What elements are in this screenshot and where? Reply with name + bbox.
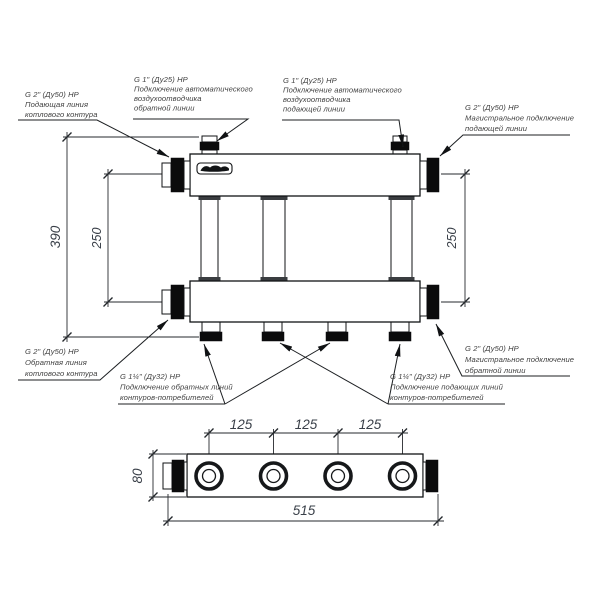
label-line: котлового контура <box>25 369 98 378</box>
port-circle-3 <box>325 463 351 489</box>
leader-boiler-supply <box>18 120 169 157</box>
riser-pipe-1 <box>201 196 218 281</box>
main-return-fitting <box>420 285 439 319</box>
label-spec: G 2" (Ду50) НР <box>25 347 79 356</box>
label-line: Обратная линия <box>25 358 87 367</box>
leader-consumer-supply-1 <box>280 343 388 404</box>
label-line: обратной линии <box>465 366 526 375</box>
brand-logo-badge <box>197 163 232 174</box>
boiler-supply-fitting <box>162 158 190 192</box>
dim-text-125-2: 125 <box>294 417 318 432</box>
label-spec: G 2" (Ду50) НР <box>465 103 519 112</box>
label-boiler-return <box>25 347 98 378</box>
dim-text-250-right: 250 <box>445 227 459 249</box>
dim-text-80: 80 <box>130 468 145 484</box>
bottom-view-right-fitting <box>423 460 438 492</box>
label-air-vent-return <box>134 75 253 113</box>
consumer-stub-3 <box>326 332 348 341</box>
label-line: контуров-потребителей <box>120 393 214 402</box>
label-air-vent-supply <box>283 76 402 114</box>
stub-flange <box>391 142 409 150</box>
port-circle-1 <box>196 463 222 489</box>
label-line: Подающая линия <box>25 100 89 109</box>
label-consumer-return <box>120 372 233 402</box>
dim-text-125-1: 125 <box>229 417 253 432</box>
label-spec: G 1" (Ду25) НР <box>134 75 188 84</box>
bottom-view-left-fitting <box>163 460 187 492</box>
boiler-return-fitting <box>162 285 190 319</box>
label-line: обратной линии <box>134 103 195 113</box>
brand-logo-mark <box>201 165 230 171</box>
label-spec: G 1¼" (Ду32) НР <box>120 372 181 381</box>
label-main-return <box>465 344 574 375</box>
leader-consumer-return-2 <box>225 343 330 404</box>
consumer-stub-1 <box>200 332 222 341</box>
label-line: воздухоотводчика <box>283 95 351 104</box>
consumer-stub-2 <box>262 332 284 341</box>
front-view <box>162 136 439 341</box>
riser-pipe-3 <box>391 196 412 281</box>
dim-text-390: 390 <box>48 225 63 249</box>
dim-text-515: 515 <box>292 503 316 518</box>
label-line: Подключение автоматического <box>134 84 253 94</box>
port-circle-4 <box>390 463 416 489</box>
consumer-stub-4 <box>389 332 411 341</box>
label-line: воздухоотводчика <box>134 94 202 103</box>
label-line: Магистральное подключение <box>465 113 575 123</box>
upper-collector-bar <box>190 154 420 196</box>
label-spec: G 1¼" (Ду32) НР <box>390 372 451 381</box>
dim-text-125-3: 125 <box>358 417 382 432</box>
port-circle-2 <box>261 463 287 489</box>
label-line: Подключение обратных линий <box>120 382 233 392</box>
label-spec: G 1" (Ду25) НР <box>283 76 337 85</box>
label-line: Магистральное подключение <box>465 355 575 364</box>
label-boiler-supply <box>25 90 98 119</box>
leader-air-vent-supply <box>282 120 403 147</box>
leader-air-vent-return <box>133 119 248 141</box>
main-supply-fitting <box>420 158 439 192</box>
label-line: котлового контура <box>25 110 98 119</box>
label-line: подающей линии <box>465 124 528 133</box>
lower-collector-bar <box>190 281 420 322</box>
label-line: Подключение автоматического <box>283 85 402 95</box>
label-line: контуров-потребителей <box>390 393 484 402</box>
dim-text-250-left: 250 <box>90 227 104 249</box>
label-spec: G 2" (Ду50) НР <box>465 344 519 353</box>
riser-pipe-2 <box>263 196 285 281</box>
stub-flange <box>200 142 219 150</box>
label-main-supply <box>465 103 574 133</box>
connection-labels <box>25 75 574 402</box>
consumer-stubs <box>200 322 411 341</box>
label-spec: G 2" (Ду50) НР <box>25 90 79 99</box>
label-line: Подключение подающих линий <box>390 382 503 392</box>
air-vent-stub-return <box>200 136 219 155</box>
air-vent-stub-supply <box>391 136 409 155</box>
label-line: подающей линии <box>283 104 346 114</box>
leader-main-supply <box>440 135 570 156</box>
bottom-view <box>163 454 438 497</box>
